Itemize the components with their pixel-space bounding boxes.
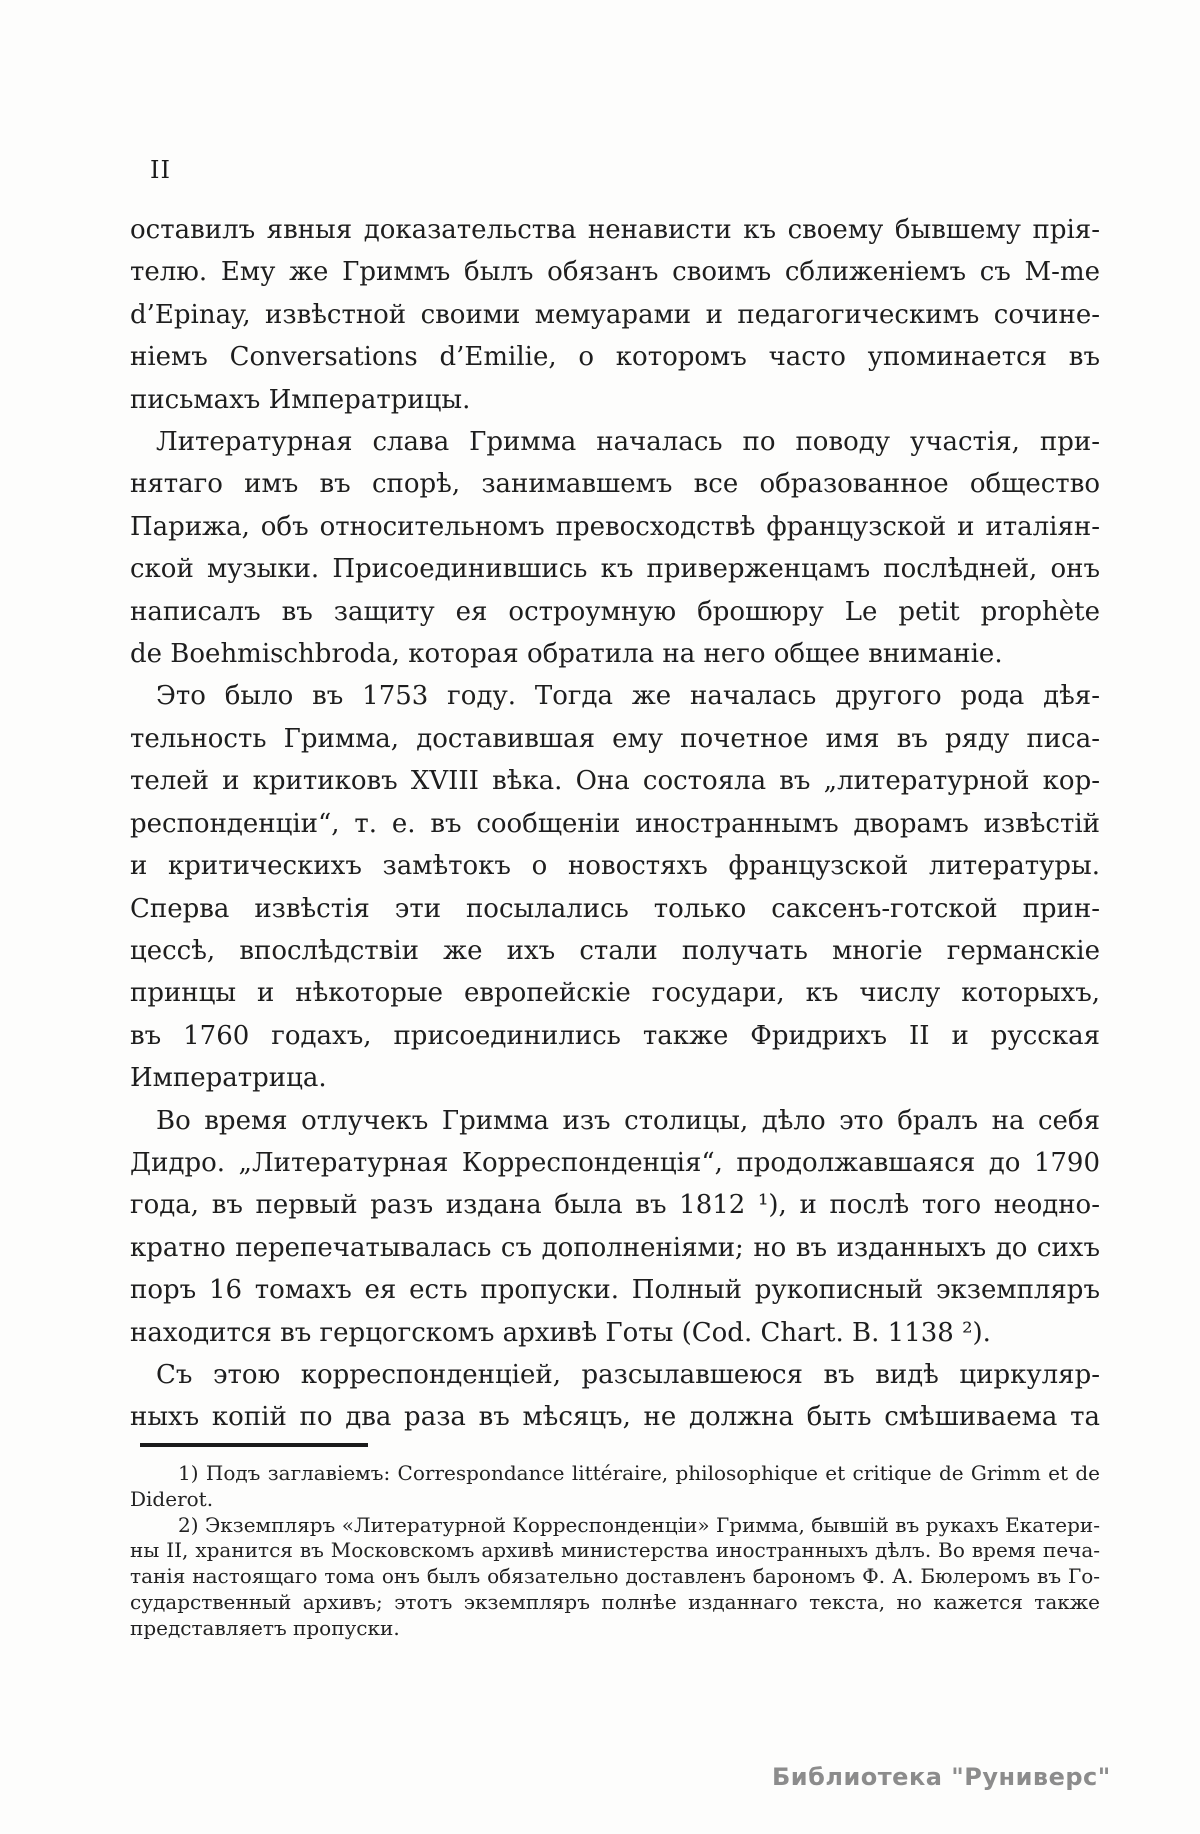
body-line: поръ 16 томахъ ея есть пропуски. Полный рукописный экземпляръ bbox=[130, 1275, 1100, 1306]
body-line: находится въ герцогскомъ архивѣ Готы (Cod. Chart. B. 1138 ²). bbox=[130, 1317, 991, 1348]
paragraph bbox=[130, 209, 1100, 421]
body-line: въ 1760 годахъ, присоединились также Фридрихъ II и русская bbox=[130, 1020, 1100, 1051]
body-line: написалъ въ защиту ея остроумную брошюру Le petit prophète bbox=[130, 596, 1100, 627]
paragraph bbox=[130, 421, 1100, 675]
body-line: Парижа, объ относительномъ превосходствѣ французской и италіян- bbox=[130, 511, 1100, 542]
body-line: нятаго имъ въ спорѣ, занимавшемъ все образованное общество bbox=[130, 469, 1100, 500]
paragraph bbox=[130, 1354, 1100, 1439]
body-line: телю. Ему же Гриммъ былъ обязанъ своимъ сближеніемъ съ M-me bbox=[130, 257, 1100, 288]
footnote-separator-rule bbox=[140, 1443, 368, 1447]
body-line: Литературная слава Гримма началась по поводу участія, при- bbox=[156, 427, 1100, 458]
body-line: Съ этою корреспонденціей, разсылавшеюся въ видѣ циркуляр- bbox=[156, 1359, 1100, 1390]
body-line: письмахъ Императрицы. bbox=[130, 384, 471, 415]
footnote bbox=[130, 1513, 1100, 1642]
library-watermark: Библиотека "Руниверс" bbox=[772, 1763, 1111, 1791]
body-line: Императрица. bbox=[130, 1063, 327, 1094]
body-line: Дидро. „Литературная Корреспонденція“, продолжавшаяся до 1790 bbox=[130, 1147, 1100, 1178]
body-line: de Boehmischbroda, которая обратила на него общее вниманіе. bbox=[130, 639, 1003, 670]
body-line: принцы и нѣкоторые европейскіе государи, къ числу которыхъ, bbox=[130, 978, 1100, 1009]
footnotes bbox=[130, 1461, 1100, 1642]
body-line: телей и критиковъ XVIII вѣка. Она состояла въ „литературной кор- bbox=[130, 766, 1100, 797]
footnote-line: сударственный архивъ; этотъ экземпляръ полнѣе изданнаго текста, но кажется также bbox=[130, 1589, 1100, 1614]
footnote-line: 2) Экземпляръ «Литературной Корреспонденціи» Гримма, бывшій въ рукахъ Екатери- bbox=[178, 1512, 1100, 1537]
footnote-line: Diderot. bbox=[130, 1486, 214, 1511]
body-line: и критическихъ замѣтокъ о новостяхъ французской литературы. bbox=[130, 851, 1100, 882]
body-line: тельность Гримма, доставившая ему почетное имя въ ряду писа- bbox=[130, 723, 1100, 754]
body-line: оставилъ явныя доказательства ненависти къ своему бывшему прія- bbox=[130, 215, 1100, 245]
body-line: ніемъ Conversations d’Emilie, о которомъ часто упоминается въ bbox=[130, 342, 1100, 373]
paragraph bbox=[130, 675, 1100, 1099]
footnote-line: ны II, хранится въ Московскомъ архивѣ министерства иностранныхъ дѣлъ. Во время печа- bbox=[130, 1538, 1100, 1563]
body-line: Это было въ 1753 году. Тогда же началась другого рода дѣя- bbox=[156, 681, 1100, 712]
body-line: Сперва извѣстія эти посылались только саксенъ-готской прин- bbox=[130, 893, 1100, 924]
body-line: цессѣ, впослѣдствіи же ихъ стали получать многіе германскіе bbox=[130, 935, 1100, 966]
paragraph bbox=[130, 1100, 1100, 1354]
body-line: года, въ первый разъ издана была въ 1812 ¹), и послѣ того неодно- bbox=[130, 1190, 1100, 1221]
body-text bbox=[130, 209, 1100, 1439]
body-line: респонденціи“, т. е. въ сообщеніи иностраннымъ дворамъ извѣстій bbox=[130, 808, 1100, 839]
footnote-line: танія настоящаго тома онъ былъ обязательно доставленъ барономъ Ф. А. Бюлеромъ въ Го- bbox=[130, 1564, 1100, 1589]
body-line: ныхъ копій по два раза въ мѣсяцъ, не должна быть смѣшиваема та bbox=[130, 1402, 1100, 1433]
footnote bbox=[130, 1461, 1100, 1513]
body-line: ской музыки. Присоединившись къ приверженцамъ послѣдней, онъ bbox=[130, 554, 1100, 585]
body-line: Во время отлучекъ Гримма изъ столицы, дѣло это бралъ на себя bbox=[156, 1105, 1100, 1136]
body-line: кратно перепечатывалась съ дополненіями; но въ изданныхъ до сихъ bbox=[130, 1232, 1100, 1263]
footnote-line: 1) Подъ заглавіемъ: Correspondance littéraire, philosophique et critique de Grimm et de bbox=[178, 1461, 1100, 1485]
page-number: II bbox=[150, 156, 171, 184]
footnote-line: представляетъ пропуски. bbox=[130, 1615, 400, 1640]
body-line: d’Epinay, извѣстной своими мемуарами и педагогическимъ сочине- bbox=[130, 299, 1100, 330]
